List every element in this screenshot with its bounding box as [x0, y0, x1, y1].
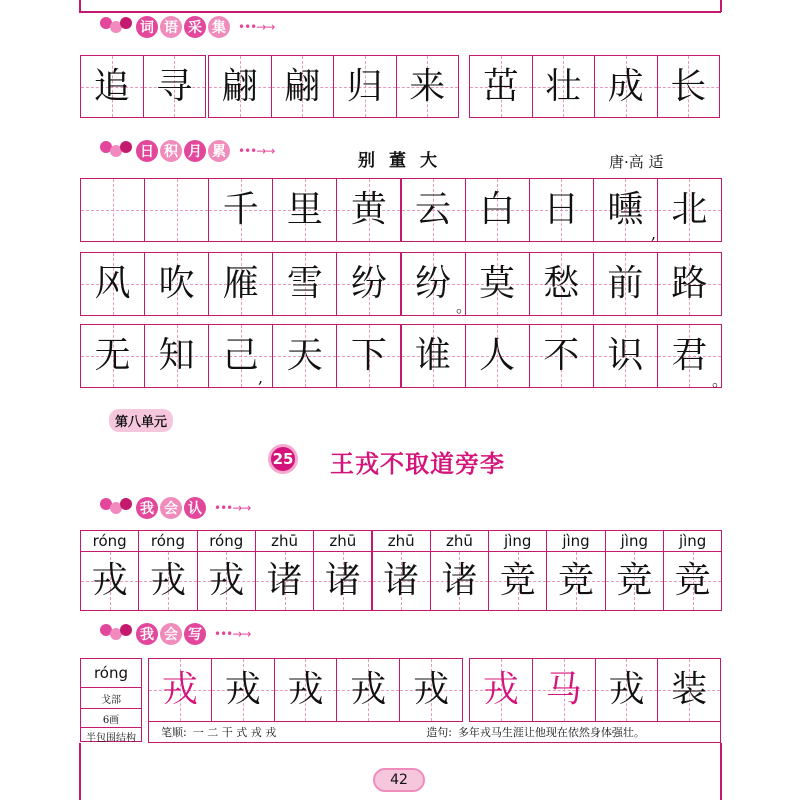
recognition-cell	[430, 551, 489, 611]
sentence-label: 造句:	[426, 726, 452, 739]
poem-cell	[80, 252, 145, 316]
write-cell	[274, 658, 338, 722]
char: 愁	[543, 263, 580, 304]
char: 雁	[222, 263, 259, 304]
char: 归	[346, 65, 383, 107]
char: 己	[222, 335, 259, 376]
recognition-cell	[313, 551, 372, 611]
char: 诸	[441, 560, 478, 601]
char: 北	[671, 189, 708, 230]
pinyin-cell: zhū	[313, 530, 372, 552]
char: 日	[543, 189, 580, 230]
char: 戎	[149, 560, 186, 601]
poem-author: 唐·高 适	[609, 153, 664, 171]
poem-cell	[272, 178, 337, 242]
info-radical: 戈部	[81, 688, 141, 709]
pinyin-cell: róng	[80, 530, 139, 552]
recognition-cell	[546, 551, 605, 611]
char: 诸	[383, 560, 420, 601]
stroke-order-label: 笔顺:	[161, 726, 187, 739]
char: 竞	[674, 560, 711, 601]
poem-cell	[208, 252, 273, 316]
char: 莫	[479, 263, 516, 304]
write-word-cell	[595, 658, 659, 722]
char: 长	[670, 65, 707, 107]
page-number: 42	[373, 768, 425, 792]
section-wo-hui-xie: 我 会 写 •••→→	[100, 623, 250, 645]
char: 戎	[482, 669, 519, 710]
char: 翩	[284, 65, 321, 107]
char: 谁	[415, 335, 452, 376]
char: 竞	[616, 560, 653, 601]
section-wo-hui-ren: 我 会 认 •••→→	[100, 497, 250, 519]
flower-icon	[100, 141, 134, 161]
char: 戎	[208, 560, 245, 601]
lesson-number: 25	[268, 444, 298, 474]
pinyin-cell: jìng	[605, 530, 664, 552]
write-word-cell	[657, 658, 721, 722]
poem-cell	[272, 252, 337, 316]
section-riji-yuelei: 日 积 月 累 •••→→	[100, 140, 274, 162]
poem-cell	[80, 324, 145, 388]
char-info-box	[80, 658, 142, 742]
info-structure: 半包围结构	[86, 732, 136, 744]
pinyin-cell: róng	[138, 530, 197, 552]
char: 天	[286, 335, 323, 376]
char: 路	[671, 263, 708, 304]
char: 曛	[607, 189, 644, 230]
sentence: 多年戎马生涯让他现在依然身体强壮。	[457, 726, 645, 739]
stroke-order: 一 二 干 式 戎 戎	[192, 726, 277, 739]
char: 下	[350, 335, 387, 376]
unit-label: 第八单元	[109, 409, 173, 432]
char: 竞	[558, 560, 595, 601]
char: 戎	[287, 669, 324, 710]
poem-cell	[336, 252, 401, 316]
ciyu-cell	[594, 55, 658, 118]
char: 竞	[499, 560, 536, 601]
arrow-icon: •••→→	[214, 501, 251, 515]
char: 来	[409, 65, 446, 107]
char: 寻	[156, 65, 193, 107]
poem-cell	[593, 252, 658, 316]
char: 知	[158, 335, 195, 376]
char: 黄	[350, 189, 387, 230]
poem-cell	[657, 252, 722, 316]
char: 壮	[545, 65, 582, 107]
poem-cell	[529, 324, 594, 388]
poem-cell	[465, 324, 530, 388]
write-cell	[399, 658, 463, 722]
ciyu-cell	[396, 55, 460, 118]
char: 雪	[286, 263, 323, 304]
char: 成	[607, 65, 644, 107]
poem-cell	[208, 324, 273, 388]
write-cell	[336, 658, 400, 722]
poem-cell	[529, 252, 594, 316]
char: 白	[479, 189, 516, 230]
arrow-icon: •••→→	[214, 627, 251, 641]
char: 戎	[91, 560, 128, 601]
recognition-cell	[605, 551, 664, 611]
recognition-cell	[255, 551, 314, 611]
poem-cell	[80, 178, 145, 242]
flower-icon	[100, 624, 134, 644]
char: 茁	[482, 65, 519, 107]
ciyu-cell	[143, 55, 207, 118]
recognition-cell	[80, 551, 139, 611]
poem-cell	[657, 178, 722, 242]
poem-cell	[272, 324, 337, 388]
write-cell	[211, 658, 275, 722]
char: 马	[545, 669, 582, 710]
pinyin-cell: jìng	[663, 530, 722, 552]
poem-cell	[529, 178, 594, 242]
recognition-cell	[372, 551, 431, 611]
poem-cell	[465, 178, 530, 242]
lesson-title: 王戎不取道旁李	[330, 449, 505, 478]
poem-cell	[144, 178, 209, 242]
char: 前	[607, 263, 644, 304]
poem-cell	[401, 178, 466, 242]
poem-cell	[593, 324, 658, 388]
flower-icon	[100, 498, 134, 518]
arrow-icon: •••→→	[238, 144, 275, 158]
info-strokes: 6画	[81, 709, 141, 728]
ciyu-cell	[657, 55, 721, 118]
page-frame-right-bottom	[720, 743, 722, 800]
recognition-cell	[197, 551, 256, 611]
ciyu-cell	[271, 55, 335, 118]
char: 识	[607, 335, 644, 376]
char: 戎	[608, 669, 645, 710]
poem-cell	[465, 252, 530, 316]
ciyu-cell	[208, 55, 272, 118]
poem-title: 别董大	[358, 151, 451, 171]
pinyin-cell: zhū	[430, 530, 489, 552]
stroke-sentence-bar	[148, 722, 721, 743]
char: 追	[93, 65, 130, 107]
char: 纷	[350, 263, 387, 304]
char: 翩	[221, 65, 258, 107]
write-word-cell	[469, 658, 533, 722]
pinyin-cell: jìng	[546, 530, 605, 552]
char: 云	[415, 189, 452, 230]
char: 诸	[266, 560, 303, 601]
ciyu-cell	[469, 55, 533, 118]
char: 诸	[324, 560, 361, 601]
poem-cell	[336, 178, 401, 242]
poem-cell	[144, 252, 209, 316]
char: 戎	[413, 669, 450, 710]
char: 装	[671, 669, 708, 710]
pinyin-cell: róng	[197, 530, 256, 552]
pinyin-cell: jìng	[488, 530, 547, 552]
pinyin-cell: zhū	[372, 530, 431, 552]
info-pinyin: róng	[81, 659, 141, 688]
char: 纷	[415, 263, 452, 304]
punctuation: ,	[651, 224, 657, 243]
write-word-cell	[532, 658, 596, 722]
recognition-cell	[663, 551, 722, 611]
punctuation: ,	[258, 368, 264, 387]
write-cell	[148, 658, 212, 722]
char: 戎	[161, 669, 198, 710]
recognition-cell	[138, 551, 197, 611]
char: 戎	[350, 669, 387, 710]
char: 戎	[224, 669, 261, 710]
punctuation: 。	[456, 297, 473, 316]
punctuation: 。	[712, 371, 729, 390]
char: 里	[286, 189, 323, 230]
ciyu-cell	[532, 55, 596, 118]
flower-icon	[100, 17, 134, 37]
poem-cell	[144, 324, 209, 388]
section-ciyu-caiji: 词 语 采 集 •••→→	[100, 16, 274, 38]
pinyin-cell: zhū	[255, 530, 314, 552]
page-frame-top-line	[79, 11, 721, 13]
ciyu-cell	[333, 55, 397, 118]
char: 人	[479, 335, 516, 376]
char: 君	[671, 335, 708, 376]
char: 无	[94, 335, 131, 376]
page-frame-left-bottom	[79, 743, 81, 800]
poem-cell	[593, 178, 658, 242]
arrow-icon: •••→→	[238, 20, 275, 34]
poem-cell	[208, 178, 273, 242]
char: 吹	[158, 263, 195, 304]
poem-cell	[401, 324, 466, 388]
char: 千	[222, 189, 259, 230]
ciyu-cell	[80, 55, 144, 118]
char: 不	[543, 335, 580, 376]
poem-cell	[336, 324, 401, 388]
char: 风	[94, 263, 131, 304]
recognition-cell	[488, 551, 547, 611]
